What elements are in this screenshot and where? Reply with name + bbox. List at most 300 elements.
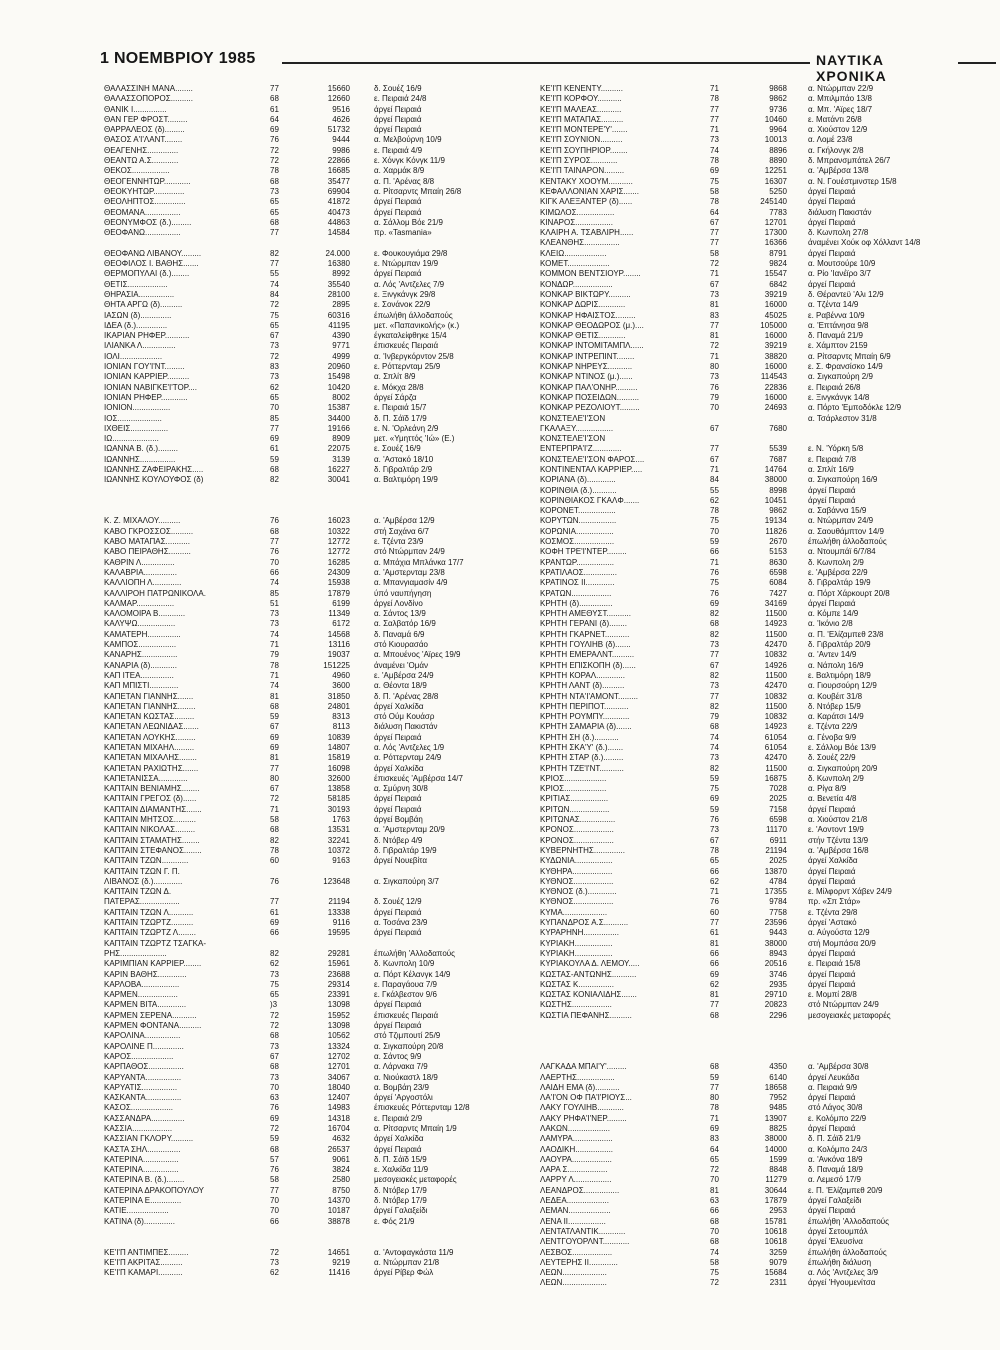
tonnage: 15660 — [327, 84, 350, 93]
position: α. Γένοβα 9/9 — [808, 732, 857, 742]
build-year: 71 — [270, 640, 279, 650]
build-year: 66 — [710, 948, 719, 958]
position: έπισκευές Ρόττερνταμ 12/8 — [374, 1103, 470, 1113]
ship-name: ΘΑΛΑΣΣΙΝΗ ΜΑΝΑ........ — [104, 84, 193, 93]
ship-row — [104, 475, 534, 485]
build-year: 59 — [710, 804, 719, 814]
ship-name: ΘΕΟΦΑΝΩ................ — [104, 228, 181, 238]
ship-row — [104, 290, 534, 300]
tonnage: 38820 — [764, 351, 787, 361]
tonnage: 61054 — [764, 743, 787, 752]
ship-name: ΚΑΒΟ ΜΑΤΑΠΑΣ........... — [104, 537, 190, 547]
ship-name: ΚΡΗΤΗ ΣΚΑ'Υ' (δ.)....... — [540, 743, 624, 752]
ship-row — [540, 568, 970, 578]
ship-name: ΙΛΙΑΝΚΑ Λ............... — [104, 341, 176, 351]
tonnage: 14651 — [327, 1247, 350, 1257]
ship-name: ΚΡΗΤΗ ΑΜΕΘΥΣΤ........... — [540, 609, 631, 619]
position: δ. Π. Σάϊδ 21/9 — [808, 1134, 861, 1144]
tonnage: 6084 — [769, 578, 787, 588]
ship-row — [540, 609, 970, 619]
build-year: 83 — [270, 362, 279, 372]
ship-row — [104, 1042, 534, 1052]
ship-row — [540, 897, 970, 907]
tonnage: 16685 — [327, 166, 350, 176]
tonnage: 8848 — [769, 1165, 787, 1175]
tonnage: 8909 — [332, 434, 350, 444]
build-year: 68 — [270, 94, 279, 104]
position: δ. Γιβραλτάρ 20/9 — [808, 640, 871, 650]
tonnage: 12660 — [327, 94, 350, 104]
ship-name: ΙΚΑΡΙΑΝ ΡΗΦΕΡ........... — [104, 331, 190, 341]
ship-row — [540, 887, 970, 897]
ship-row — [540, 908, 970, 918]
ship-row — [540, 599, 970, 609]
ship-name: ΚΟΝΚΑΡ ΒΙΚΤΩΡΥ.......... — [540, 289, 631, 299]
ship-name: ΚΑΛΛΙΟΠΗ Λ............. — [104, 578, 182, 588]
position: ε. Πειραιά 26/8 — [808, 382, 861, 392]
tonnage: 7952 — [769, 1093, 787, 1103]
ship-row — [540, 825, 970, 835]
ship-name: ΚΟΝΚΑΡ ΝΤΙΝΟΣ (μ.)...... — [540, 372, 633, 382]
ship-row — [104, 383, 534, 393]
position: έπισκευές 'Αμβέρσα 14/7 — [374, 773, 463, 783]
position: ε. Ξινγκάνγκ 14/8 — [808, 392, 870, 402]
position: άναμένει 'Ομάν — [374, 660, 428, 670]
position: ε. Ξινγκάνγκ 29/8 — [374, 289, 436, 299]
ship-name: ΚΡΟΝΟΣ.................. — [540, 835, 614, 845]
ship-row — [104, 537, 534, 547]
tonnage: 14926 — [764, 660, 787, 670]
build-year: 78 — [710, 506, 719, 516]
ship-row — [104, 177, 534, 187]
build-year: 59 — [270, 712, 279, 722]
position: μεσογειακές μεταφορές — [374, 1175, 457, 1185]
ship-name: ΙΩΑΝΝΗΣ ΖΑΦΕΙΡΑΚΗΣ..... — [104, 464, 204, 474]
tonnage: 15952 — [327, 1010, 350, 1020]
ship-name: ΚΑΠΤΑΙΝ ΒΕΝΙΑΜΗΣ........ — [104, 784, 200, 794]
tonnage: 16000 — [764, 392, 787, 402]
ship-name: ΘΕΟΝΥΜΦΟΣ (δ.)......... — [104, 217, 192, 227]
build-year: 51 — [270, 598, 279, 608]
ship-row — [104, 414, 534, 424]
position: στή Μομπάσα 20/9 — [808, 938, 876, 948]
tonnage: 38000 — [764, 938, 787, 948]
ship-name: ΓΚΑΛΑΞΥ................. — [540, 423, 614, 433]
tonnage: 3259 — [769, 1247, 787, 1257]
position: στό Τζιμπουτί 25/9 — [374, 1031, 441, 1041]
ship-row — [540, 589, 970, 599]
ship-row — [104, 1124, 534, 1134]
tonnage: 8992 — [332, 269, 350, 279]
ship-row — [540, 1093, 970, 1103]
ship-row — [540, 290, 970, 300]
position: α. Μπάχια Μπλάνκα 17/7 — [374, 557, 464, 567]
build-year: 77 — [710, 444, 719, 454]
build-year: 68 — [270, 1144, 279, 1154]
position: έγκαταλείφθηκε 15/4 — [374, 331, 447, 341]
tonnage: 6199 — [332, 598, 350, 608]
tonnage: 30193 — [327, 804, 350, 814]
ship-row — [540, 1227, 970, 1237]
ship-name: ΚΥΠΑΝΔΡΟΣ Α.Σ........... — [540, 918, 629, 928]
ship-row — [540, 331, 970, 341]
ship-row — [540, 496, 970, 506]
ship-name: ΚΡΗΤΗ ΡΟΥΜΠΥ............ — [540, 712, 630, 722]
position: α. Σιγκαπούρη 20/8 — [374, 1041, 444, 1051]
ship-row — [540, 115, 970, 125]
ship-row — [104, 846, 534, 856]
build-year: 76 — [270, 516, 279, 526]
build-year: 76 — [710, 815, 719, 825]
build-year: 68 — [270, 526, 279, 536]
ship-row — [540, 753, 970, 763]
build-year: 77 — [270, 763, 279, 773]
tonnage: 16380 — [327, 259, 350, 269]
tonnage: 8630 — [769, 557, 787, 567]
tonnage: 9516 — [332, 104, 350, 114]
tonnage: 69904 — [327, 186, 350, 196]
ship-row — [104, 341, 534, 351]
build-year: 68 — [710, 1237, 719, 1247]
tonnage: 3139 — [332, 454, 350, 464]
ship-name: ΘΕΑΝΤΩ Α.Σ............ — [104, 156, 179, 166]
tonnage: 6172 — [332, 619, 350, 629]
ship-name: ΚΟΜΜΟΝ ΒΕΝΤΣΙΟΥΡ........ — [540, 269, 641, 279]
ship-row — [104, 578, 534, 588]
ship-row — [104, 712, 534, 722]
tonnage: 13858 — [327, 784, 350, 794]
ship-name: ΚΙΓΚ ΑΛΕΞΑΝΤΕΡ (δ)...... — [540, 197, 633, 207]
build-year: 59 — [270, 1134, 279, 1144]
ship-row — [104, 444, 534, 454]
build-year: 59 — [710, 537, 719, 547]
build-year: 82 — [710, 609, 719, 619]
position: άργεί Πειραιά — [374, 125, 422, 135]
ship-name: ΚΡΙΤΙΑΣ................. — [540, 794, 609, 804]
tonnage: 42470 — [764, 640, 787, 650]
ship-name: ΚΡΟΝΟΣ.................. — [540, 825, 614, 835]
position: άργεί Πειραιά — [374, 269, 422, 279]
ship-row — [540, 928, 970, 938]
tonnage: 18040 — [327, 1082, 350, 1092]
build-year: 83 — [710, 1134, 719, 1144]
tonnage: 17879 — [327, 588, 350, 598]
ship-row — [540, 475, 970, 485]
position: άργεί Πειραιά — [374, 804, 422, 814]
build-year: 61 — [270, 907, 279, 917]
build-year: 64 — [270, 114, 279, 124]
build-year: 77 — [710, 918, 719, 928]
ship-name: ΚΑΡΜΕΝ ΒΙΤΑ............. — [104, 1000, 187, 1010]
tonnage: 2895 — [332, 300, 350, 310]
tonnage: 9964 — [769, 125, 787, 135]
ship-row — [104, 599, 534, 609]
ship-name: ΚΥΘΝΟΣ.................. — [540, 876, 614, 886]
ship-name: ΛΕΩΝ.................... — [540, 1268, 607, 1278]
ship-name: ΛΕΔΕΑ................... — [540, 1196, 609, 1206]
tonnage: 2935 — [769, 979, 787, 989]
position: στό Κιουρασάο — [374, 640, 428, 650]
tonnage: 42470 — [764, 681, 787, 691]
build-year: 80 — [710, 1093, 719, 1103]
position: δ. Παναμά 21/9 — [808, 331, 863, 341]
position: ε. Φουκουγιάμα 29/8 — [374, 248, 448, 258]
ship-name: ΚΑΤΙΕ................... — [104, 1206, 169, 1216]
position: δ. Παναμά 6/9 — [374, 629, 425, 639]
build-year: 66 — [710, 959, 719, 969]
position: α. 'Ανκόνα 18/9 — [808, 1154, 863, 1164]
position: α. Σιγκαπούρη 16/9 — [808, 475, 878, 485]
ship-name: ΚΑΣΣΑΝΔΡΑ............... — [104, 1113, 185, 1123]
ship-name: ΚΑΣΚΑΝΤΑ................ — [104, 1093, 182, 1103]
build-year: 80 — [270, 773, 279, 783]
ship-row — [104, 280, 534, 290]
build-year: 79 — [270, 650, 279, 660]
position: ε. Ραβέννα 10/9 — [808, 310, 865, 320]
ship-row — [540, 249, 970, 259]
build-year: 73 — [270, 969, 279, 979]
build-year: 67 — [270, 722, 279, 732]
build-year: 58 — [270, 1175, 279, 1185]
tonnage: 19134 — [764, 516, 787, 526]
tonnage: 35477 — [327, 176, 350, 186]
build-year: 77 — [710, 320, 719, 330]
position: α. Ν. Γουέστμινστερ 15/8 — [808, 176, 897, 186]
position: άργεί Χαλκίδα — [374, 701, 424, 711]
position: α. Σιγκαπούρη 2/9 — [808, 372, 873, 382]
ship-row — [540, 846, 970, 856]
position: έπωλήθη άλλοδαπούς — [808, 537, 887, 547]
position: ε. Πειραιά 2/9 — [374, 1113, 423, 1123]
ship-row — [540, 990, 970, 1000]
position: άργεί Πειραιά — [808, 979, 856, 989]
position: άργεί Πειραιά — [808, 186, 856, 196]
ship-row — [540, 197, 970, 207]
ship-name: ΚΑΤΕΡΙΝΑ ΔΡΑΚΟΠΟΥΛΟΥ — [104, 1185, 205, 1195]
position: ε. Ματάντι 26/8 — [808, 114, 862, 124]
ship-row — [540, 650, 970, 660]
position: α. Λός 'Αντζελες 3/9 — [808, 1268, 879, 1278]
position: α. Νιούκαστλ 18/9 — [374, 1072, 438, 1082]
tonnage: 13907 — [764, 1113, 787, 1123]
position: α. 'Αμστερνταμ 20/9 — [374, 825, 445, 835]
position: άργεί Λονδίνο — [374, 598, 423, 608]
position: α. Σάλλομ Βόε 21/9 — [374, 217, 443, 227]
ship-name: ΚΥΡΙΑΚΟΥΛΑ Δ. ΛΕΜΟΥ..... — [540, 959, 640, 969]
build-year: 69 — [710, 166, 719, 176]
ship-row — [540, 94, 970, 104]
ship-row — [540, 1011, 970, 1021]
build-year: 67 — [710, 423, 719, 433]
ship-name: ΘΗΡΑΣΙΑ................ — [104, 289, 175, 299]
build-year: 69 — [270, 125, 279, 135]
build-year: 65 — [710, 856, 719, 866]
position: α. Τοσάνα 23/9 — [374, 918, 428, 928]
ship-name: ΘΕΟΦΙΛΟΣ Ι. ΒΑΘΗΣ....... — [104, 259, 199, 269]
tonnage: 10618 — [764, 1237, 787, 1247]
tonnage: 9784 — [769, 897, 787, 907]
tonnage: 24693 — [764, 403, 787, 413]
ship-row — [540, 547, 970, 557]
ship-name: ΚΑΠΕΤΑΝ ΡΑΧΙΩΤΗΣ....... — [104, 763, 199, 773]
ship-row — [540, 856, 970, 866]
ship-row — [540, 1083, 970, 1093]
ship-name: ΚΑΡΟΛΙΝΑ................ — [104, 1031, 181, 1041]
tonnage: 4999 — [332, 351, 350, 361]
position: α. Σάντος 13/9 — [374, 609, 426, 619]
build-year: 62 — [270, 382, 279, 392]
position: άργεί Γαλαξείδι — [374, 1206, 428, 1216]
ship-name: ΚΑΠΤΑΙΝ ΜΗΤΣΟΣ.......... — [104, 815, 196, 825]
build-year: 81 — [710, 1185, 719, 1195]
ship-name: ΚΡΗΤΗ ΝΤΑ'Ι'ΑΜΟΝΤ......... — [540, 691, 639, 701]
tonnage: 6911 — [769, 835, 787, 845]
ship-row — [540, 836, 970, 846]
position: δ. Γιβραλτάρ 19/9 — [808, 578, 871, 588]
ship-row — [540, 1000, 970, 1010]
build-year: 62 — [710, 876, 719, 886]
tonnage: 1599 — [769, 1154, 787, 1164]
build-year: 75 — [710, 176, 719, 186]
ship-name: ΚΑΛΑΒΡΙΑ............... — [104, 567, 177, 577]
ship-name: ΚΟΡΟΝΕΤ................. — [540, 506, 616, 516]
ship-row — [104, 589, 534, 599]
position: άργεί Πειραιά — [808, 866, 856, 876]
position: α. Κουβέιτ 31/8 — [808, 691, 863, 701]
position: άργεί Πειραιά — [808, 197, 856, 207]
ship-row — [540, 259, 970, 269]
tonnage: 11500 — [765, 629, 787, 639]
tonnage: 16307 — [764, 176, 787, 186]
build-year: 67 — [710, 217, 719, 227]
ship-name: ΚΕΝΤΑΚΥ ΧΟΟΥΜ........... — [540, 176, 633, 186]
position: δ. Ντόβερ 15/9 — [808, 701, 861, 711]
ship-row — [104, 1052, 534, 1062]
ship-name: ΚΑΠΤΑΙΝ ΤΖΩΝ Δ. — [104, 887, 172, 897]
build-year: 75 — [270, 310, 279, 320]
tonnage: 7158 — [769, 804, 787, 814]
build-year: 75 — [710, 1268, 719, 1278]
ship-row — [104, 352, 534, 362]
ship-name: ΚΡΗΤΗ ΠΕΡΙΠΟΤ........... — [540, 701, 629, 711]
tonnage: 15498 — [327, 372, 350, 382]
position: α. 'Αμβέρσα 13/8 — [808, 166, 869, 176]
ship-row — [540, 1186, 970, 1196]
build-year: 75 — [270, 979, 279, 989]
build-year: 80 — [710, 362, 719, 372]
build-year: 78 — [710, 845, 719, 855]
tonnage: 11500 — [765, 701, 787, 711]
build-year: 69 — [270, 918, 279, 928]
ship-row — [104, 1186, 534, 1196]
ship-row — [104, 970, 534, 980]
build-year: 68 — [710, 1010, 719, 1020]
ship-row — [540, 1103, 970, 1113]
ship-row — [104, 1021, 534, 1031]
position: ε. Πειραιά 4/9 — [374, 145, 423, 155]
tonnage: 5539 — [769, 444, 787, 454]
ship-name: ΚΑΛΟΜΟΙΡΑ Β............ — [104, 609, 186, 619]
position: ε. Πειραιά 24/8 — [374, 94, 427, 104]
position: ε. Φός 21/9 — [374, 1216, 415, 1226]
ship-name: ΚΩΣΤΑΣ ΚΟΝΙΑΛΙΔΗΣ....... — [540, 990, 637, 1000]
tonnage: 105000 — [760, 320, 787, 330]
ship-name: ΚΑΠ ΙΤΕΑ............... — [104, 670, 174, 680]
tonnage: 16023 — [327, 516, 350, 526]
ship-name: ΙΑΣΩΝ (δ).............. — [104, 310, 172, 320]
ship-name: ΛΑΚΩΝ................... — [540, 1123, 611, 1133]
tonnage: 2670 — [769, 537, 787, 547]
ship-row — [540, 146, 970, 156]
tonnage: 44863 — [327, 217, 350, 227]
ship-row — [104, 558, 534, 568]
ship-name: ΚΕ'Ι'Π ΣΥΡΟΣ............ — [540, 156, 618, 166]
ship-name: ΚΑΠΕΤΑΝ ΓΙΑΝΝΗΣ....... — [104, 691, 194, 701]
ship-name: ΙΧΘΕΙΣ................. — [104, 423, 169, 433]
ship-row — [104, 1073, 534, 1083]
build-year: 73 — [270, 186, 279, 196]
ship-row — [540, 949, 970, 959]
ship-name: ΚΛΕΙΩ................... — [540, 248, 607, 258]
tonnage: 8825 — [769, 1123, 787, 1133]
tonnage: 19166 — [327, 423, 350, 433]
ship-name: ΚΥΘΝΟΣ.................. — [540, 897, 614, 907]
build-year: 61 — [270, 444, 279, 454]
ship-row — [104, 568, 534, 578]
build-year: 84 — [270, 289, 279, 299]
position: α. Μπ. 'Αϊρες 18/7 — [808, 104, 873, 114]
position: α. Τσάρλεστον 31/8 — [808, 413, 877, 423]
build-year: 75 — [710, 578, 719, 588]
build-year: 78 — [270, 166, 279, 176]
position: α. Πόρτ Κέλανγκ 14/9 — [374, 969, 451, 979]
ship-row — [540, 352, 970, 362]
tonnage: 20823 — [764, 1000, 787, 1010]
ship-name: ΛΕΝΤΑΤΛΑΝΤΙΚ............ — [540, 1226, 626, 1236]
ship-row — [104, 733, 534, 743]
ship-row — [104, 311, 534, 321]
position: ε. Ν. 'Υόρκη 5/8 — [808, 444, 864, 454]
tonnage: 14923 — [764, 722, 787, 732]
ship-name: ΛΑΓΚΑΔΑ ΜΠΑΙ'Υ'......... — [540, 1062, 627, 1072]
ship-name: ΚΡΗΤΗ (δ)............... — [540, 598, 613, 608]
build-year: 73 — [710, 372, 719, 382]
build-year: 76 — [710, 382, 719, 392]
ship-row — [540, 506, 970, 516]
ship-row — [104, 1268, 534, 1278]
tonnage: 12702 — [327, 1051, 350, 1061]
ship-row — [540, 764, 970, 774]
position: α. Σπλίτ 8/9 — [374, 372, 416, 382]
ship-name: ΚΟΝΣΤΕΛΕ'Ι'ΣΟΝ ΦΑΡΟΣ.... — [540, 454, 645, 464]
ship-row — [540, 84, 970, 94]
tonnage: 14568 — [327, 629, 350, 639]
ship-name: ΚΩΣΤΙΑ ΠΕΦΑΝΗΣ.......... — [540, 1010, 632, 1020]
ship-row — [104, 1103, 534, 1113]
ship-row — [540, 434, 970, 444]
ship-row — [540, 156, 970, 166]
ship-row — [104, 166, 534, 176]
build-year: 66 — [710, 547, 719, 557]
build-year: 71 — [710, 464, 719, 474]
ship-row — [540, 228, 970, 238]
ship-name: ΚΕ'Ι'Π ΣΟΥΠΗΡΙΟΡ........ — [540, 145, 628, 155]
ship-row — [104, 362, 534, 372]
ship-row — [540, 1114, 970, 1124]
position: α. Γιουρσούρη 12/9 — [808, 681, 877, 691]
ship-row — [104, 403, 534, 413]
position: δ. Κωνπολη 10/9 — [374, 959, 435, 969]
